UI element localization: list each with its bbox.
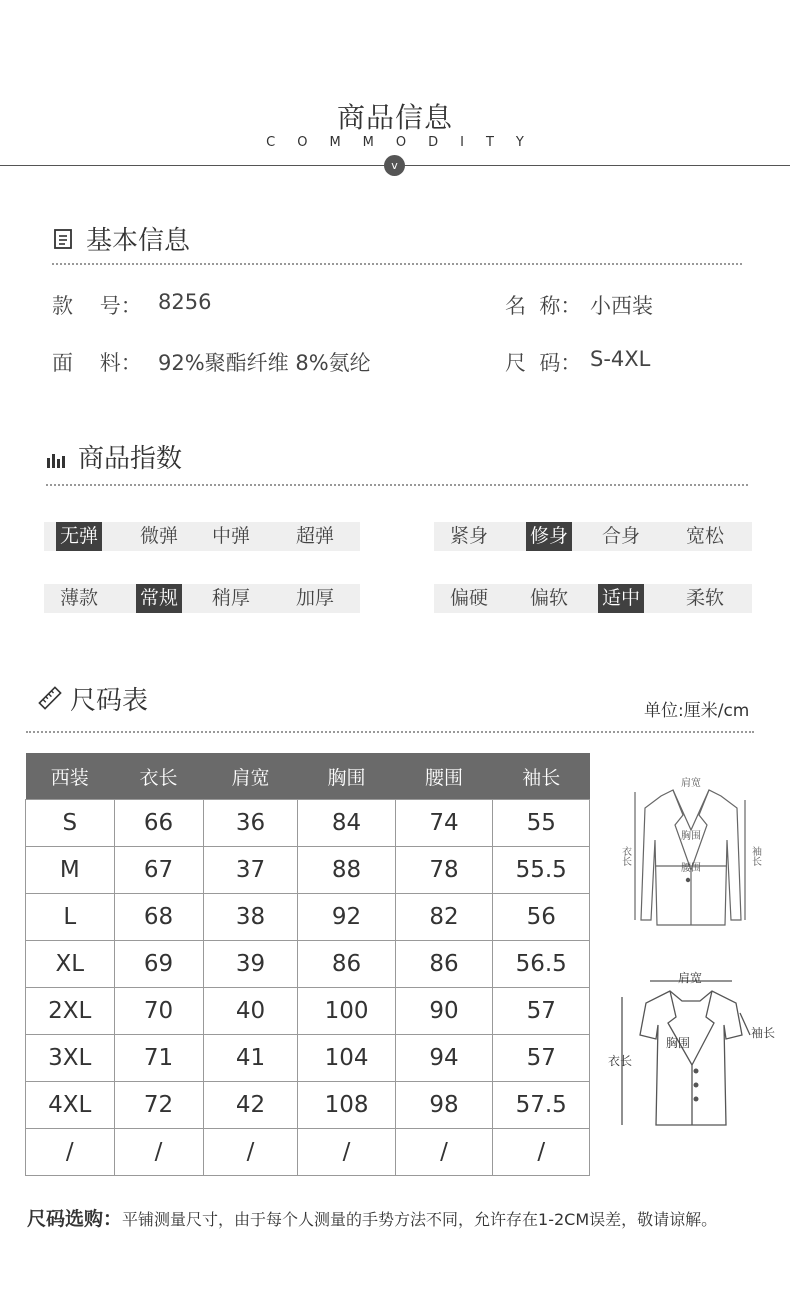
table-cell: 56.5 (493, 941, 590, 988)
table-row (26, 800, 590, 847)
table-row (26, 894, 590, 941)
table-cell: 57 (493, 988, 590, 1035)
size-cell: XL (26, 941, 115, 988)
basic-info-title: 基本信息 (86, 226, 191, 256)
table-cell: / (298, 1129, 395, 1176)
ruler-icon (38, 686, 62, 710)
table-cell: 41 (203, 1035, 298, 1082)
header-cell: 袖长 (493, 753, 590, 800)
elasticity-row (44, 522, 360, 551)
size-note-text: 平铺测量尺寸，由于每个人测量的手势方法不同，允许存在1-2CM误差，敬请谅解。 (122, 1210, 718, 1229)
fit-row (434, 522, 752, 551)
table-cell: 71 (114, 1035, 203, 1082)
option-chip: 宽松 (685, 525, 724, 547)
size-range-label: 尺 码： (505, 351, 582, 375)
material-label: 面 料： (52, 351, 142, 375)
length-label: 衣长 (619, 846, 631, 866)
header-cell: 腰围 (395, 753, 493, 800)
table-cell: 90 (395, 988, 493, 1035)
chest-label: 胸围 (681, 831, 701, 842)
table-row (26, 1082, 590, 1129)
option-chip: 薄款 (59, 587, 98, 609)
table-cell: / (395, 1129, 493, 1176)
option-chip: 偏硬 (449, 587, 488, 609)
header-cell: 肩宽 (203, 753, 298, 800)
material-value: 92%聚酯纤维 8%氨纶 (158, 351, 371, 375)
table-cell: 86 (395, 941, 493, 988)
softness-row (434, 584, 752, 613)
size-cell: / (26, 1129, 115, 1176)
suit-measurement-diagram (605, 770, 785, 940)
unit-label: 单位:厘米/cm (644, 701, 750, 721)
style-number-label: 款 号： (52, 294, 142, 318)
table-cell: 74 (395, 800, 493, 847)
table-cell: 67 (114, 847, 203, 894)
table-cell: 70 (114, 988, 203, 1035)
table-row (26, 941, 590, 988)
table-cell: 55.5 (493, 847, 590, 894)
size-cell: 2XL (26, 988, 115, 1035)
table-row (26, 847, 590, 894)
table-cell: 84 (298, 800, 395, 847)
table-cell: / (203, 1129, 298, 1176)
table-cell: 57.5 (493, 1082, 590, 1129)
option-chip: 常规 (136, 584, 182, 613)
sleeve-label: 袖长 (749, 846, 761, 866)
page-title: 商品信息 (336, 101, 453, 134)
option-chip: 紧身 (449, 525, 488, 547)
page-subtitle: COMMODITY (266, 135, 546, 150)
table-cell: 37 (203, 847, 298, 894)
table-cell: 100 (298, 988, 395, 1035)
option-chip: 加厚 (295, 587, 334, 609)
header-cell: 胸围 (298, 753, 395, 800)
table-cell: 56 (493, 894, 590, 941)
waist-label: 腰围 (681, 863, 701, 874)
table-cell: / (493, 1129, 590, 1176)
length-label: 衣长 (607, 1054, 633, 1068)
option-chip: 中弹 (211, 525, 250, 547)
table-cell: 57 (493, 1035, 590, 1082)
table-cell: 66 (114, 800, 203, 847)
index-title: 商品指数 (78, 444, 183, 474)
size-table (25, 753, 590, 1176)
shoulder-label: 肩宽 (681, 778, 701, 789)
divider (46, 484, 748, 486)
table-cell: 38 (203, 894, 298, 941)
size-cell: M (26, 847, 115, 894)
name-label: 名 称： (505, 294, 582, 318)
shoulder-label: 肩宽 (677, 971, 703, 985)
table-cell: 55 (493, 800, 590, 847)
option-chip: 适中 (598, 584, 644, 613)
divider (26, 731, 754, 733)
table-cell: 86 (298, 941, 395, 988)
size-note-label: 尺码选购： (27, 1208, 123, 1230)
document-icon (52, 228, 74, 250)
table-header-row (26, 753, 590, 800)
thickness-row (44, 584, 360, 613)
chest-label: 胸围 (665, 1036, 691, 1050)
size-cell: 4XL (26, 1082, 115, 1129)
table-cell: 108 (298, 1082, 395, 1129)
size-cell: 3XL (26, 1035, 115, 1082)
option-chip: 超弹 (295, 525, 334, 547)
table-cell: 82 (395, 894, 493, 941)
option-chip: 微弹 (139, 525, 178, 547)
table-cell: 68 (114, 894, 203, 941)
table-cell: 94 (395, 1035, 493, 1082)
table-cell: 42 (203, 1082, 298, 1129)
header-cell: 西装 (26, 753, 115, 800)
option-chip: 无弹 (56, 522, 102, 551)
size-cell: L (26, 894, 115, 941)
table-cell: 78 (395, 847, 493, 894)
size-note (27, 1204, 717, 1231)
style-number-value: 8256 (158, 290, 212, 314)
bar-chart-icon (46, 450, 66, 470)
table-cell: 104 (298, 1035, 395, 1082)
sleeve-label: 袖长 (750, 1026, 776, 1040)
table-cell: / (114, 1129, 203, 1176)
name-value: 小西装 (590, 294, 653, 318)
option-chip: 稍厚 (211, 587, 250, 609)
size-range-value: S-4XL (590, 347, 651, 371)
header-cell: 衣长 (114, 753, 203, 800)
table-row (26, 988, 590, 1035)
jacket-measurement-diagram (600, 965, 785, 1140)
option-chip: 柔软 (685, 587, 724, 609)
table-row (26, 1035, 590, 1082)
option-chip: 合身 (601, 525, 640, 547)
table-cell: 98 (395, 1082, 493, 1129)
divider (52, 263, 742, 265)
size-cell: S (26, 800, 115, 847)
table-cell: 92 (298, 894, 395, 941)
table-cell: 36 (203, 800, 298, 847)
option-chip: 偏软 (529, 587, 568, 609)
table-cell: 39 (203, 941, 298, 988)
table-cell: 40 (203, 988, 298, 1035)
table-cell: 88 (298, 847, 395, 894)
table-cell: 69 (114, 941, 203, 988)
chevron-down-icon: v (384, 155, 405, 176)
size-chart-title: 尺码表 (70, 686, 149, 716)
table-cell: 72 (114, 1082, 203, 1129)
option-chip: 修身 (526, 522, 572, 551)
table-row (26, 1129, 590, 1176)
